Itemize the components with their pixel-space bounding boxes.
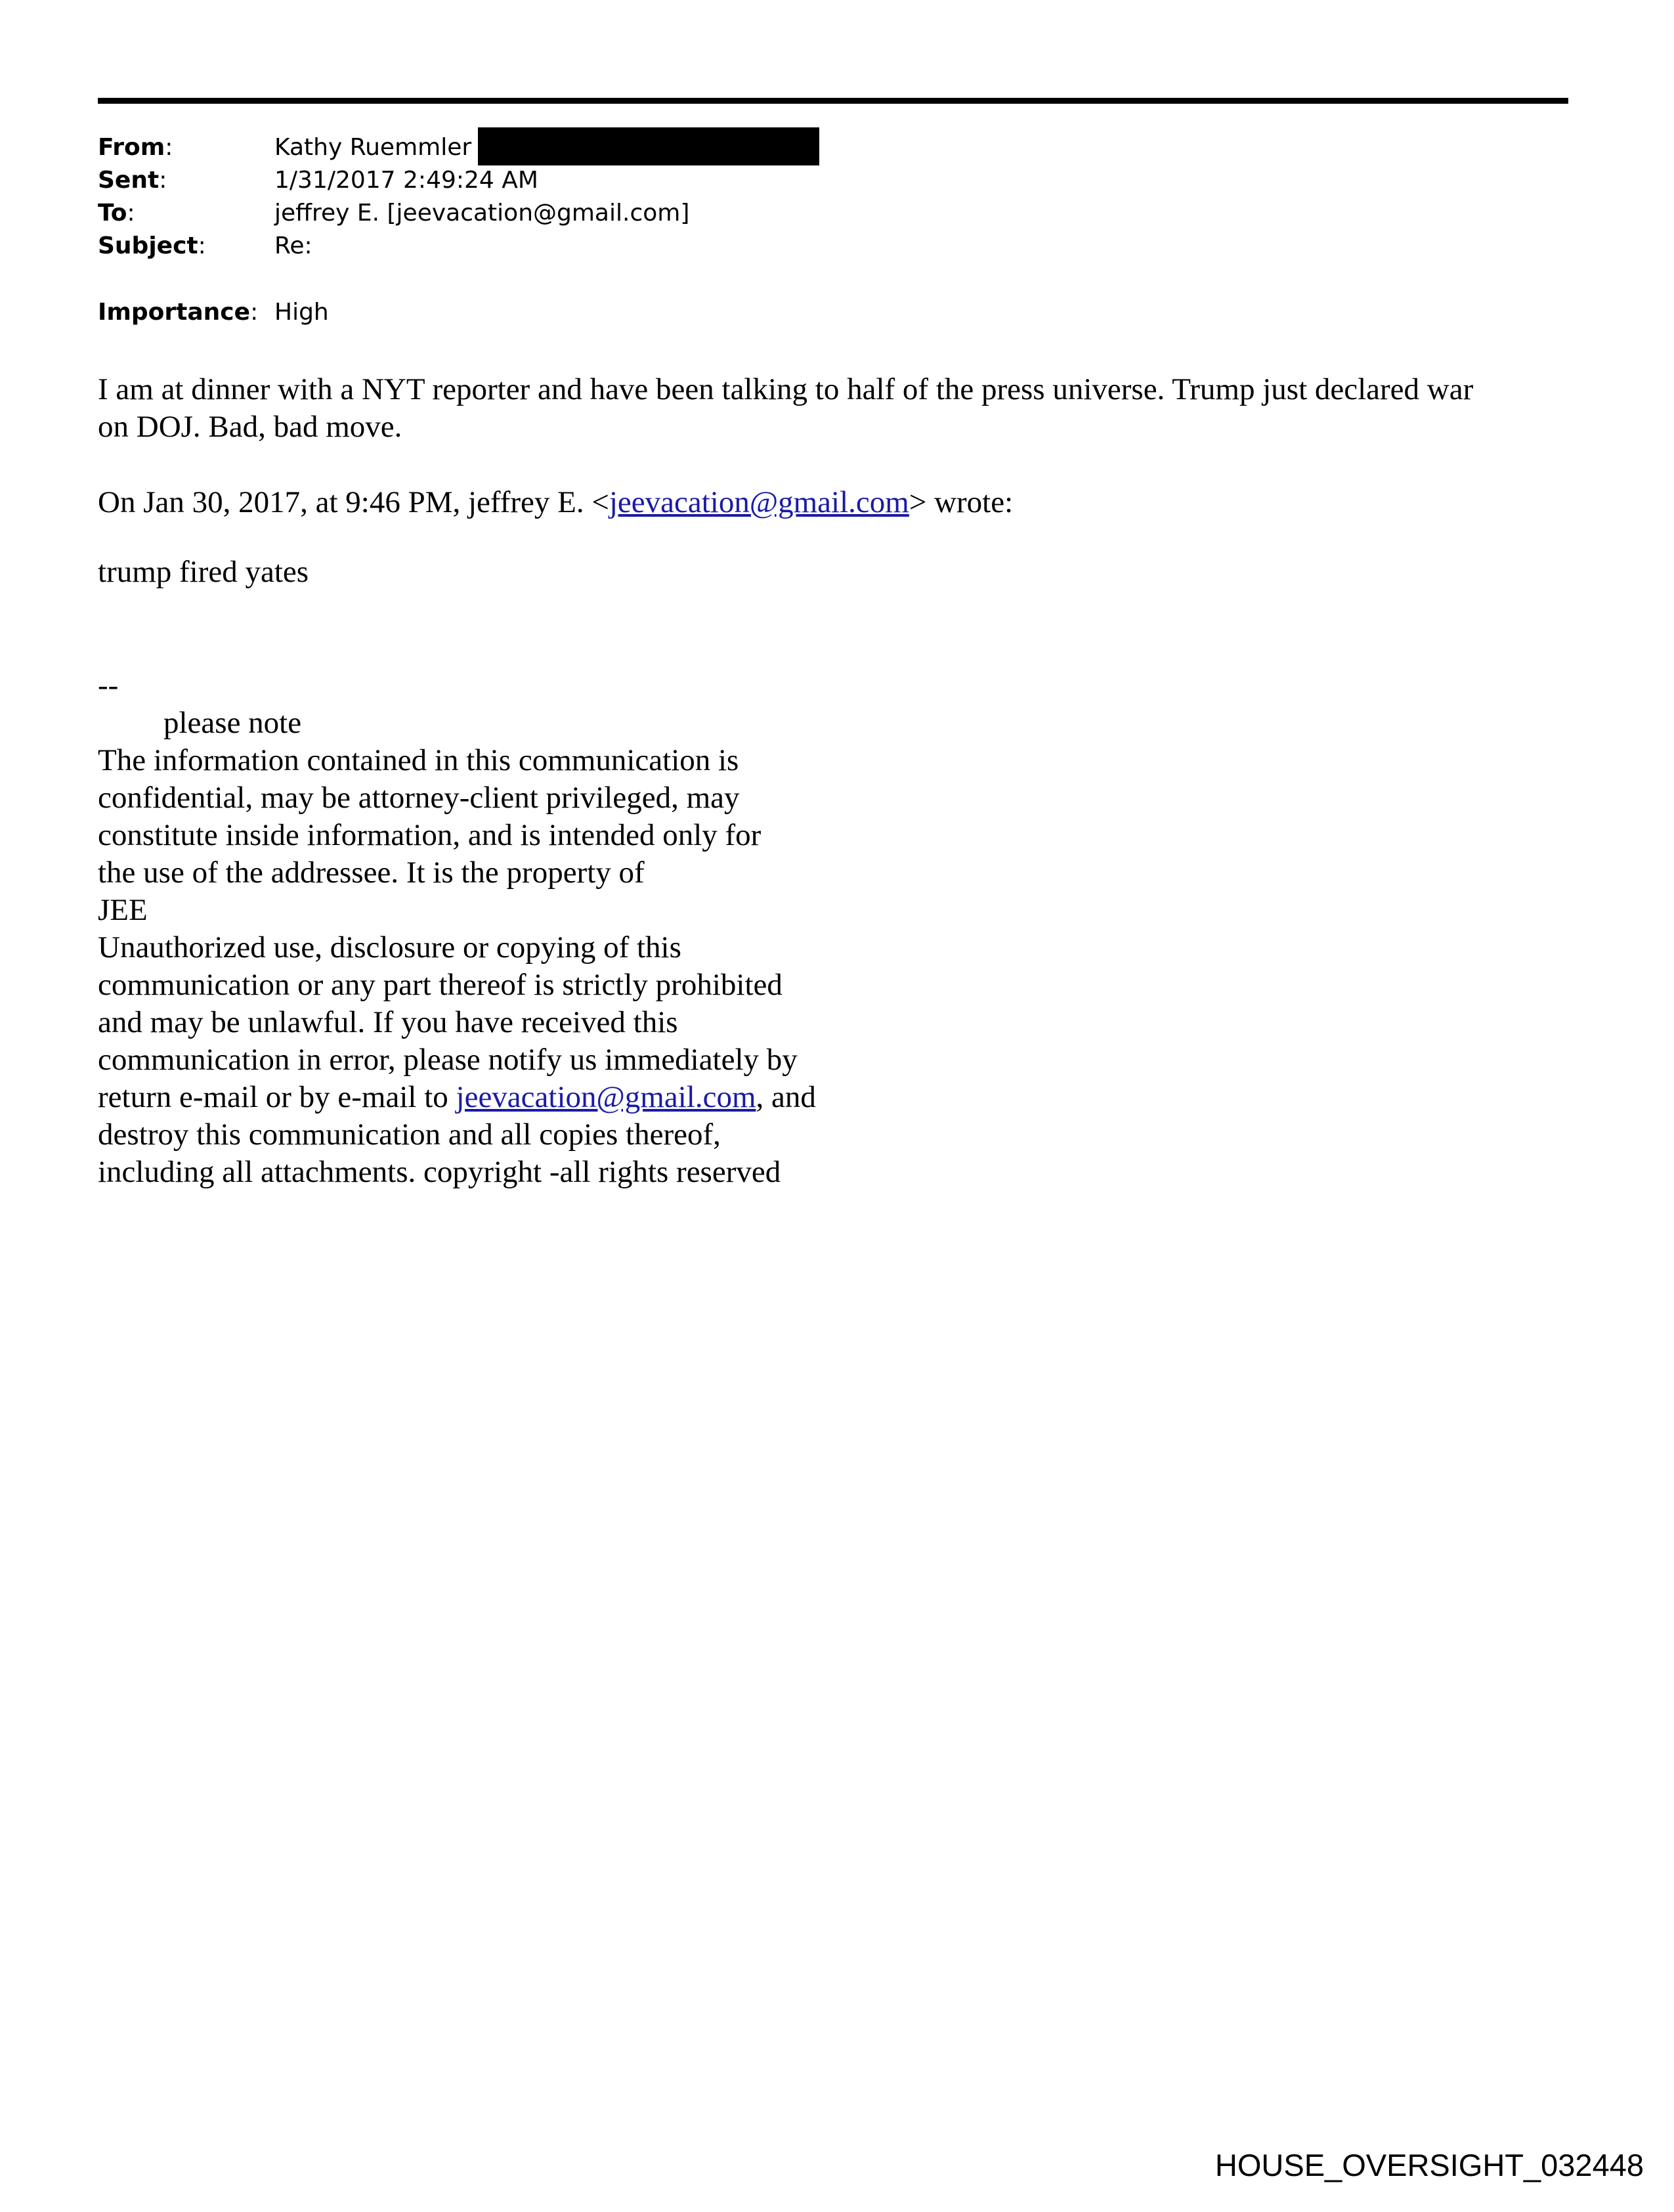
to-value: jeffrey E. [jeevacation@gmail.com] <box>274 200 690 227</box>
quote-prefix: On Jan 30, 2017, at 9:46 PM, jeffrey E. < <box>98 485 609 519</box>
subject-value: Re: <box>274 232 312 259</box>
quote-suffix: > wrote: <box>909 485 1014 519</box>
disclaimer-line: constitute inside information, and is intended only for <box>98 818 762 852</box>
sender-name: Kathy Ruemmler <box>274 134 472 161</box>
from-value <box>274 131 819 165</box>
message-line-1: I am at dinner with a NYT reporter and have been talking to half of the press universe. Trump just declared war <box>98 372 1474 406</box>
signature-dashes: -- <box>98 668 119 703</box>
quote-attribution <box>98 484 1013 521</box>
disclaimer-line: The information contained in this communication is <box>98 743 739 777</box>
quote-email-link[interactable]: jeevacation@gmail.com <box>609 485 909 519</box>
disclaimer-line: including all attachments. copyright -all rights reserved <box>98 1155 781 1189</box>
signature-please-note: please note <box>163 706 302 740</box>
disclaimer-line: Unauthorized use, disclosure or copying of this <box>98 930 681 965</box>
quoted-message: trump fired yates <box>98 555 309 589</box>
importance-label: Importance: <box>98 299 259 326</box>
header-divider <box>98 98 1568 104</box>
disclaimer-line: communication in error, please notify us immediately by <box>98 1043 798 1077</box>
disclaimer-return-line: return e-mail or by e-mail to jeevacation@gmail.com, and <box>98 1080 816 1114</box>
message-line-2: on DOJ. Bad, bad move. <box>98 410 402 444</box>
importance-value: High <box>274 299 329 326</box>
subject-label: Subject: <box>98 232 206 259</box>
disclaimer-line: the use of the addressee. It is the property of <box>98 856 645 890</box>
message-body <box>98 371 1473 446</box>
from-label: From: <box>98 134 173 161</box>
signature-block <box>98 667 816 1191</box>
redaction-box <box>478 127 819 165</box>
disclaimer-line: communication or any part thereof is strictly prohibited <box>98 968 783 1002</box>
to-label: To: <box>98 200 135 227</box>
sent-value: 1/31/2017 2:49:24 AM <box>274 167 538 194</box>
disclaimer-email-link[interactable]: jeevacation@gmail.com <box>456 1080 756 1114</box>
disclaimer-line: confidential, may be attorney-client privileged, may <box>98 781 740 815</box>
disclaimer-line: and may be unlawful. If you have received this <box>98 1005 678 1039</box>
sent-label: Sent: <box>98 167 167 194</box>
disclaimer-line: destroy this communication and all copies thereof, <box>98 1117 721 1152</box>
disclaimer-line: JEE <box>98 893 148 927</box>
bates-number: HOUSE_OVERSIGHT_032448 <box>1214 2148 1644 2182</box>
